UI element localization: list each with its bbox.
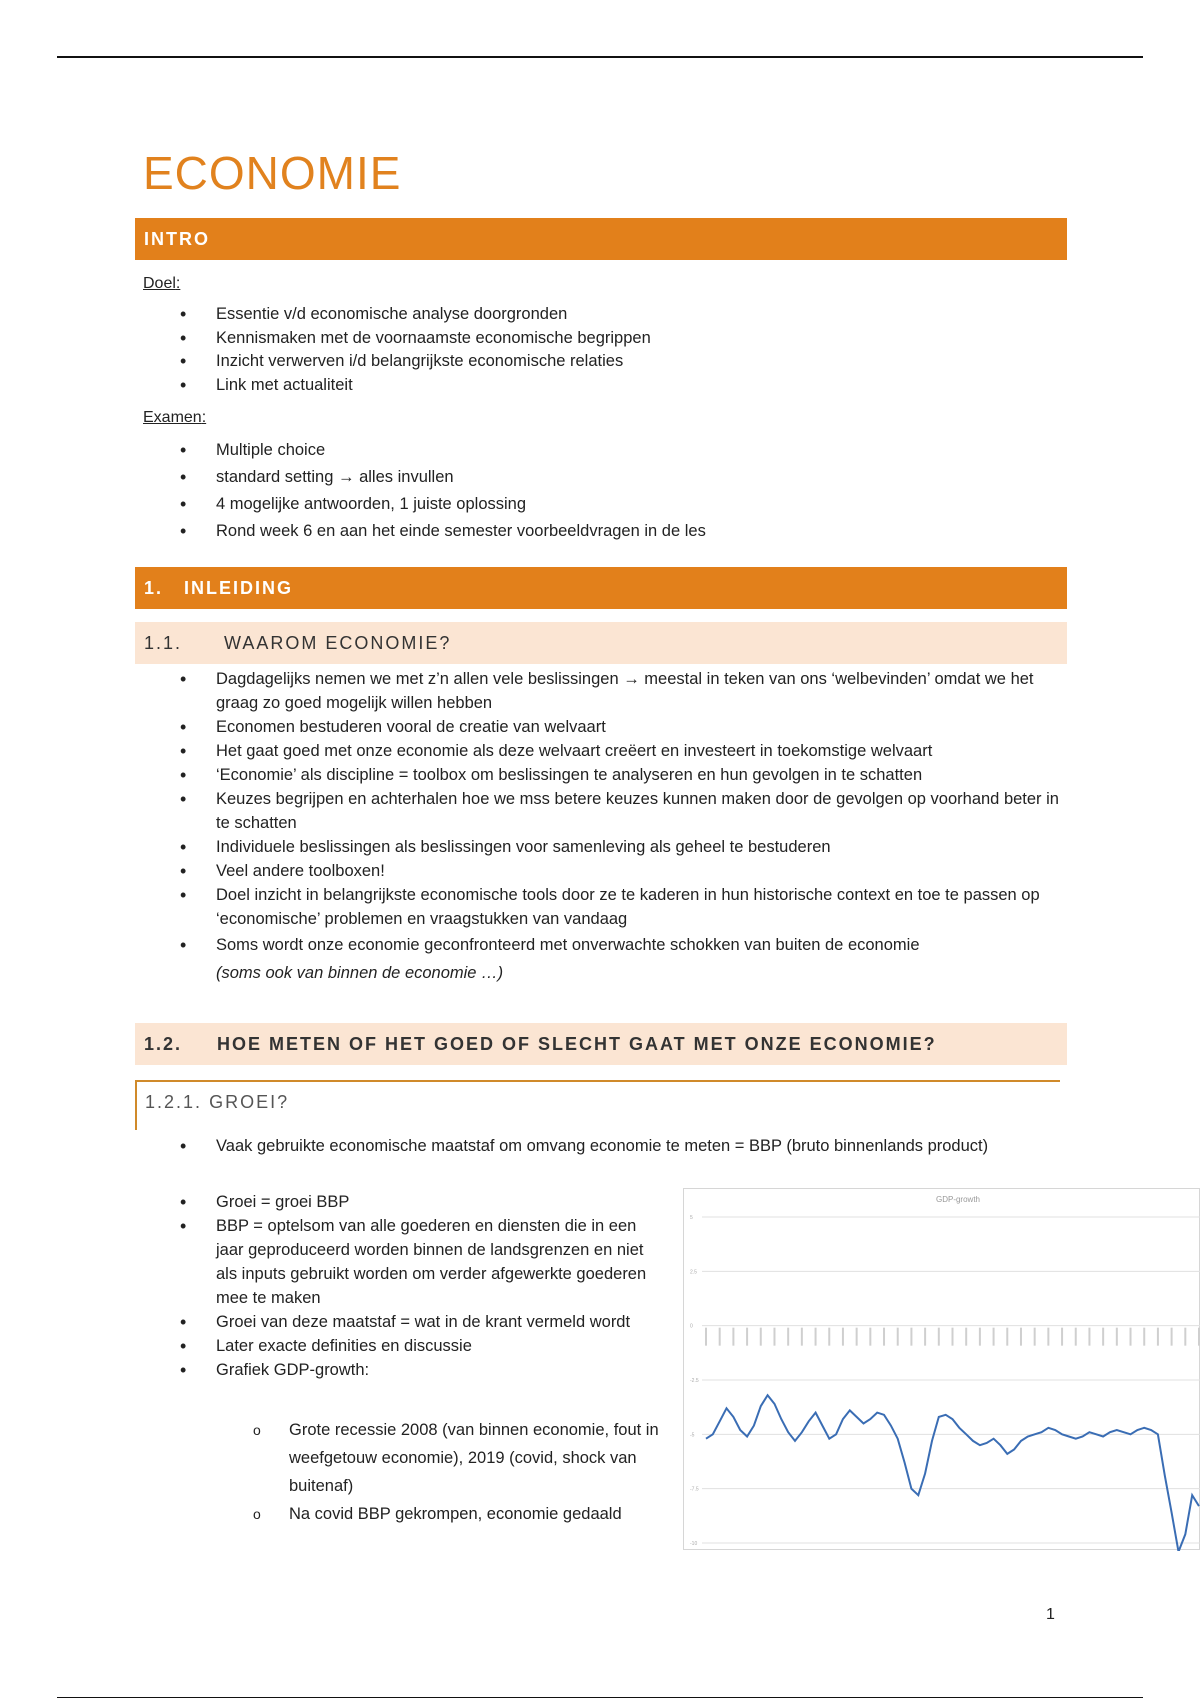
gdp-growth-chart-svg [684,1189,1200,1551]
section-1-2-heading: HOE METEN OF HET GOED OF SLECHT GAAT MET ONZE ECONOMIE? [217,1033,937,1054]
list-item: • BBP = optelsom van alle goederen en diensten die in een jaar geproduceerd worden binnen de landsgrenzen en niet als inputs gebruikt worden om verder afgewerkte goederen mee te maken [180,1214,655,1310]
section-1-2-band [135,1023,1067,1065]
chart-x-ticks [705,1328,1200,1346]
italic-note: (soms ook van binnen de economie …) [216,964,504,982]
section-1-number: 1. [144,577,164,598]
section-1-2-1-heading-box [135,1080,1060,1130]
list-item: • Vaak gebruikte economische maatstaf om omvang economie te meten = BBP (bruto binnenlands product) [180,1132,1040,1160]
doel-list [180,303,1030,397]
last-item-text: Soms wordt onze economie geconfronteerd met onverwachte schokken van buiten de economie [216,936,920,954]
list-item: • Economen bestuderen vooral de creatie van welvaart [180,715,1060,739]
list-item: • 4 mogelijke antwoorden, 1 juiste oplossing [180,491,1030,518]
chart-x-tick-mark [719,1328,721,1346]
section-1-2-1-wide-list [180,1132,1040,1160]
list-item: • Grafiek GDP-growth: [180,1358,655,1382]
chart-x-tick-mark [773,1328,775,1346]
chart-y-tick-label: 2.5 [690,1269,697,1276]
chart-x-tick-mark [815,1328,817,1346]
chart-x-tick-mark [1020,1328,1022,1346]
chart-x-tick-mark [856,1328,858,1346]
list-item: o Na covid BBP gekrompen, economie gedaald [253,1500,663,1528]
chart-y-tick-label: 0 [690,1323,693,1330]
chart-title: GDP-growth [935,1195,981,1204]
list-item: • Groei van deze maatstaf = wat in de krant vermeld wordt [180,1310,655,1334]
section-1-2-number: 1.2. [144,1033,183,1054]
list-item: • Individuele beslissingen als beslissingen voor samenleving als geheel te bestuderen [180,835,1060,859]
chart-x-tick-mark [1047,1328,1049,1346]
section-1-1-list [180,667,1060,987]
list-item: • ‘Economie’ als discipline = toolbox om beslissingen te analyseren en hun gevolgen in te schatten [180,763,1060,787]
list-item: • Veel andere toolboxen! [180,859,1060,883]
list-item: • Later exacte definities en discussie [180,1334,655,1358]
section-1-2-1-list [180,1190,655,1382]
intro-heading: INTRO [144,228,210,249]
page-title: ECONOMIE [143,147,402,199]
chart-y-tick-label: 5 [690,1215,693,1221]
section-1-2-1-number: 1.2.1. [145,1092,203,1112]
chart-x-tick-mark [732,1328,734,1346]
chart-x-tick-mark [1034,1328,1036,1346]
chart-x-tick-mark [897,1328,899,1346]
chart-y-tick-label: -5 [690,1432,695,1439]
chart-x-tick-mark [952,1328,954,1346]
chart-y-tick-label: -7.5 [690,1486,699,1493]
chart-x-tick-mark [869,1328,871,1346]
intro-heading-band [135,218,1067,260]
doel-label: Doel [143,275,176,292]
gdp-growth-chart [683,1188,1200,1550]
section-1-1-heading: WAAROM ECONOMIE? [224,632,452,653]
chart-x-tick-mark [1102,1328,1104,1346]
chart-x-tick-mark [910,1328,912,1346]
list-item: • Link met actualiteit [180,374,1030,398]
list-item [180,931,1060,987]
chart-x-tick-mark [938,1328,940,1346]
chart-x-tick-mark [1061,1328,1063,1346]
list-item: • Rond week 6 en aan het einde semester voorbeeldvragen in de les [180,518,1030,545]
bottom-rule [57,1697,1143,1698]
page-number: 1 [1046,1606,1055,1623]
chart-x-tick-mark [993,1328,995,1346]
chart-x-tick-mark [1143,1328,1145,1346]
list-item: • Dagdagelijks nemen we met z’n allen vele beslissingen → meestal in teken van ons ‘welbevinden’ omdat we het graag zo goed mogelijk willen hebben [180,667,1060,715]
chart-x-tick-mark [1116,1328,1118,1346]
chart-grid [690,1215,1200,1547]
examen-label-row: Examen: [143,409,207,426]
top-rule [57,56,1143,58]
chart-x-tick-mark [1157,1328,1159,1346]
section-1-1-number: 1.1. [144,632,183,653]
doel-label-row: Doel: [143,275,181,292]
chart-series-line [706,1395,1199,1551]
section-1-band [135,567,1067,609]
list-item: • Het gaat goed met onze economie als deze welvaart creëert en investeert in toekomstige welvaart [180,739,1060,763]
section-1-2-1-heading: GROEI? [209,1092,290,1112]
list-item: • Essentie v/d economische analyse doorgronden [180,303,1030,327]
chart-x-tick-mark [1075,1328,1077,1346]
section-1-heading: INLEIDING [184,577,294,598]
chart-x-tick-mark [760,1328,762,1346]
chart-x-tick-mark [746,1328,748,1346]
chart-y-tick-label: -10 [690,1541,698,1547]
list-item: • Groei = groei BBP [180,1190,655,1214]
chart-x-tick-mark [979,1328,981,1346]
chart-x-tick-mark [1184,1328,1186,1346]
chart-x-tick-mark [965,1328,967,1346]
examen-list [180,437,1030,545]
chart-x-tick-mark [1006,1328,1008,1346]
list-item: o Grote recessie 2008 (van binnen economie, fout in weefgetouw economie), 2019 (covid, shock van buitenaf) [253,1416,663,1500]
chart-x-tick-mark [924,1328,926,1346]
chart-x-tick-mark [883,1328,885,1346]
list-item: • Inzicht verwerven i/d belangrijkste economische relaties [180,350,1030,374]
chart-x-tick-mark [842,1328,844,1346]
section-1-2-1-sublist [253,1416,663,1528]
chart-y-tick-label: -2.5 [690,1378,699,1384]
chart-x-tick-mark [1171,1328,1173,1346]
examen-label: Examen [143,409,202,426]
list-item: • Doel inzicht in belangrijkste economische tools door ze te kaderen in hun historische context en toe te passen op ‘economische’ problemen en vraagstukken van vandaag [180,883,1060,931]
list-item: • Keuzes begrijpen en achterhalen hoe we mss betere keuzes kunnen maken door de gevolgen op voorhand beter in te schatten [180,787,1060,835]
list-item: • standard setting → alles invullen [180,464,1030,491]
chart-x-tick-mark [801,1328,803,1346]
list-item: • Kennismaken met de voornaamste economische begrippen [180,327,1030,351]
section-1-1-band [135,622,1067,664]
chart-x-tick-mark [787,1328,789,1346]
chart-x-tick-mark [1130,1328,1132,1346]
chart-x-tick-mark [1088,1328,1090,1346]
chart-x-tick-mark [705,1328,707,1346]
list-item: • Multiple choice [180,437,1030,464]
chart-x-tick-mark [828,1328,830,1346]
